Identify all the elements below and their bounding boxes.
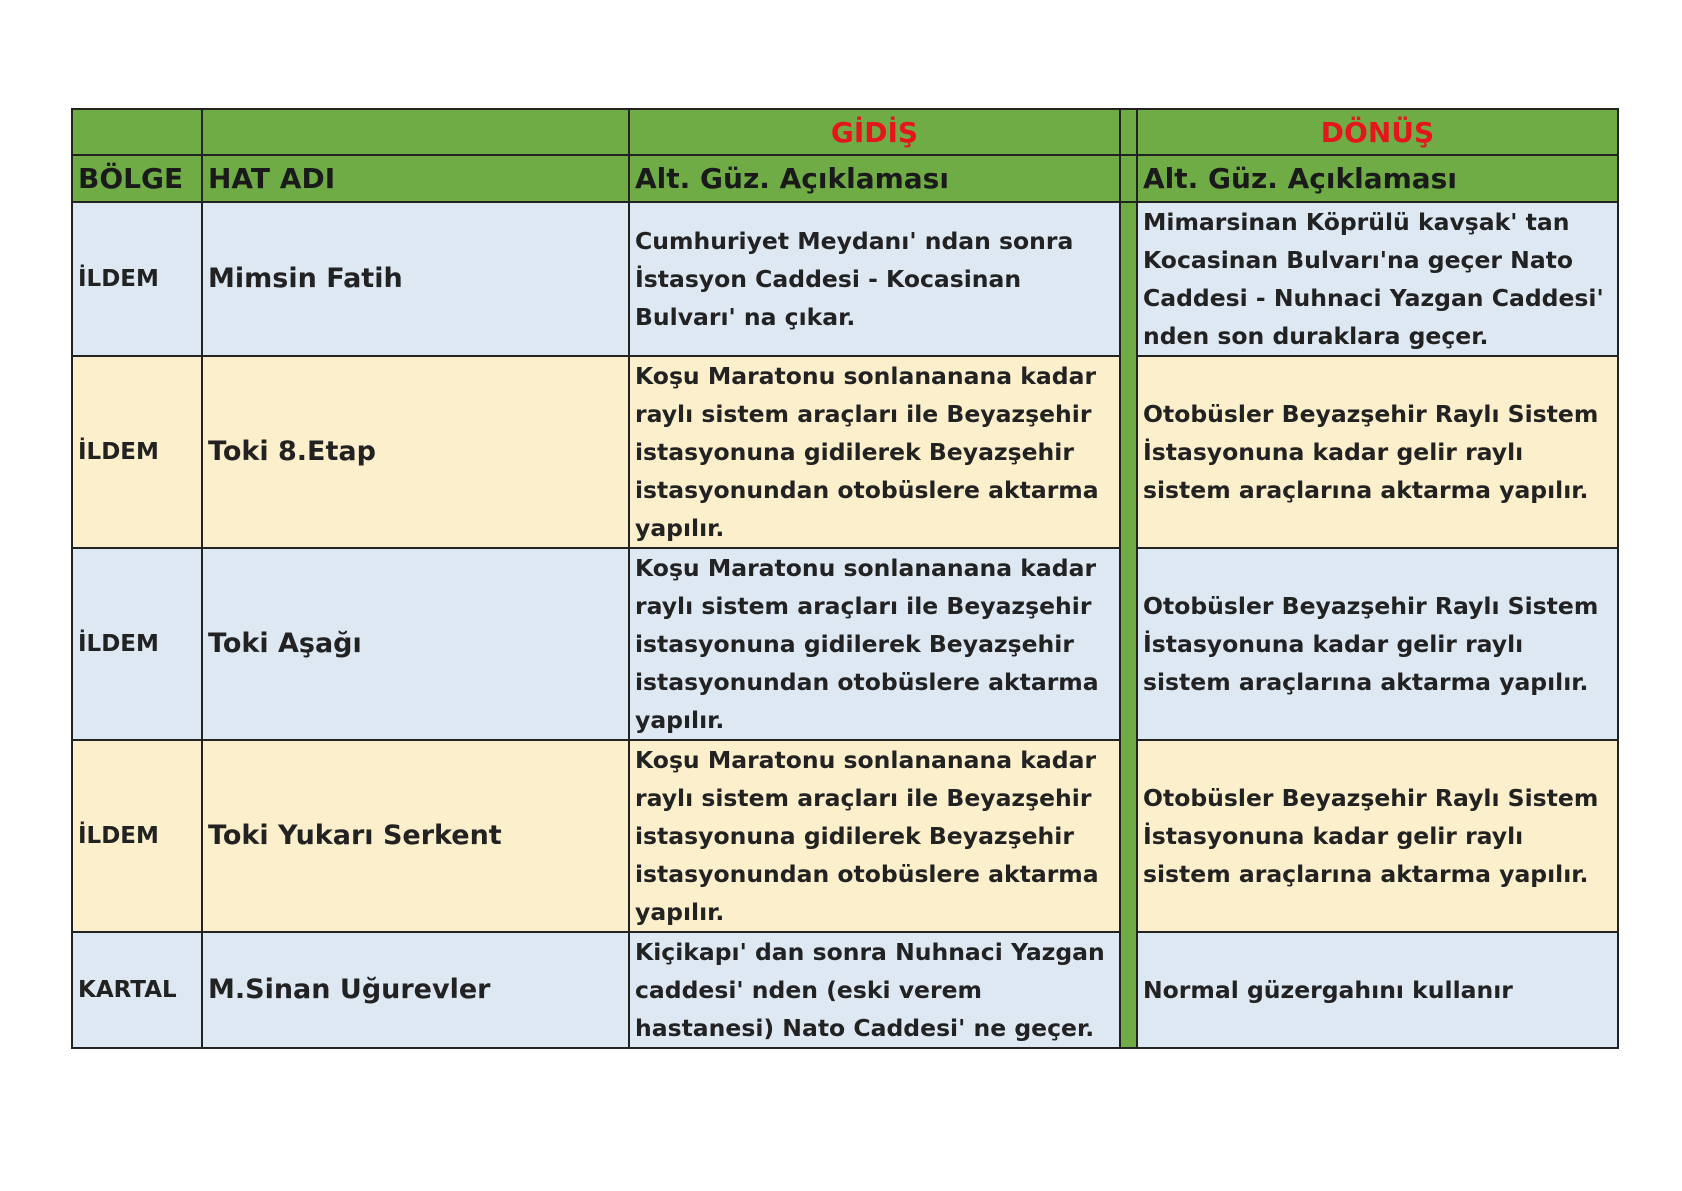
donus-heading: DÖNÜŞ xyxy=(1137,109,1618,155)
direction-header-row xyxy=(72,109,1618,155)
route-table xyxy=(71,108,1619,1049)
empty-header-cell xyxy=(202,109,629,155)
donus-desc-cell: Otobüsler Beyazşehir Raylı Sistem İstasyonuna kadar gelir raylı sistem araçlarına aktarma yapılır. xyxy=(1137,356,1618,548)
column-separator xyxy=(1120,740,1137,932)
donus-desc-cell: Otobüsler Beyazşehir Raylı Sistem İstasyonuna kadar gelir raylı sistem araçlarına aktarma yapılır. xyxy=(1137,740,1618,932)
gidis-desc-cell: Kiçikapı' dan sonra Nuhnaci Yazgan caddesi' nden (eski verem hastanesi) Nato Caddesi' ne geçer. xyxy=(629,932,1120,1048)
column-separator xyxy=(1120,109,1137,155)
table-row xyxy=(72,548,1618,740)
hat-cell: Mimsin Fatih xyxy=(202,202,629,356)
gidis-desc-cell: Koşu Maratonu sonlananana kadar raylı sistem araçları ile Beyazşehir istasyonuna gidilerek Beyazşehir istasyonundan otobüslere aktarma yapılır. xyxy=(629,548,1120,740)
hat-cell: Toki Aşağı xyxy=(202,548,629,740)
col-header-hat: HAT ADI xyxy=(202,155,629,202)
empty-header-cell xyxy=(72,109,202,155)
table-row xyxy=(72,202,1618,356)
donus-desc-cell: Normal güzergahını kullanır xyxy=(1137,932,1618,1048)
bolge-cell: İLDEM xyxy=(72,740,202,932)
table-row xyxy=(72,932,1618,1048)
column-header-row xyxy=(72,155,1618,202)
donus-desc-cell: Mimarsinan Köprülü kavşak' tan Kocasinan Bulvarı'na geçer Nato Caddesi - Nuhnaci Yazgan Caddesi' nden son duraklara geçer. xyxy=(1137,202,1618,356)
table-row xyxy=(72,356,1618,548)
column-separator xyxy=(1120,155,1137,202)
donus-desc-cell: Otobüsler Beyazşehir Raylı Sistem İstasyonuna kadar gelir raylı sistem araçlarına aktarma yapılır. xyxy=(1137,548,1618,740)
gidis-desc-cell: Koşu Maratonu sonlananana kadar raylı sistem araçları ile Beyazşehir istasyonuna gidilerek Beyazşehir istasyonundan otobüslere aktarma yapılır. xyxy=(629,356,1120,548)
col-header-gidis-desc: Alt. Güz. Açıklaması xyxy=(629,155,1120,202)
column-separator xyxy=(1120,202,1137,356)
gidis-desc-cell: Cumhuriyet Meydanı' ndan sonra İstasyon Caddesi - Kocasinan Bulvarı' na çıkar. xyxy=(629,202,1120,356)
bolge-cell: İLDEM xyxy=(72,356,202,548)
bolge-cell: KARTAL xyxy=(72,932,202,1048)
bolge-cell: İLDEM xyxy=(72,548,202,740)
col-header-bolge: BÖLGE xyxy=(72,155,202,202)
column-separator xyxy=(1120,548,1137,740)
gidis-heading: GİDİŞ xyxy=(629,109,1120,155)
hat-cell: M.Sinan Uğurevler xyxy=(202,932,629,1048)
hat-cell: Toki 8.Etap xyxy=(202,356,629,548)
table-row xyxy=(72,740,1618,932)
col-header-donus-desc: Alt. Güz. Açıklaması xyxy=(1137,155,1618,202)
hat-cell: Toki Yukarı Serkent xyxy=(202,740,629,932)
column-separator xyxy=(1120,356,1137,548)
column-separator xyxy=(1120,932,1137,1048)
gidis-desc-cell: Koşu Maratonu sonlananana kadar raylı sistem araçları ile Beyazşehir istasyonuna gidilerek Beyazşehir istasyonundan otobüslere aktarma yapılır. xyxy=(629,740,1120,932)
bolge-cell: İLDEM xyxy=(72,202,202,356)
